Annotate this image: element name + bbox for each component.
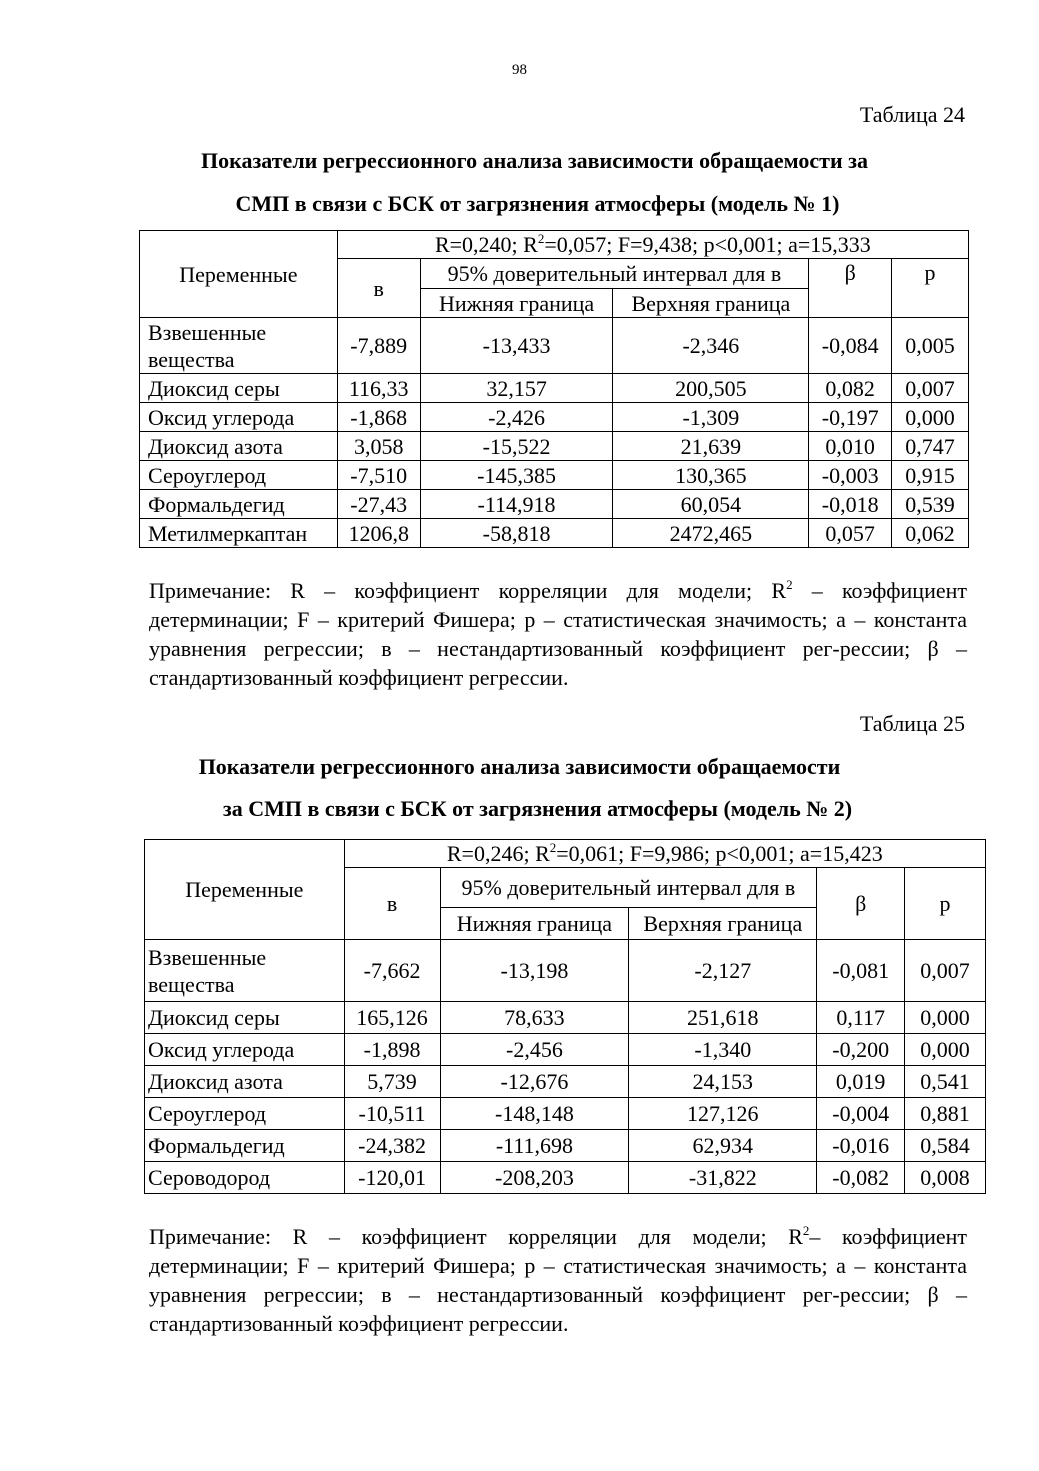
header-ci: 95% доверительный интервал для в (440, 868, 817, 908)
table-row: Диоксид серы 116,33 32,157 200,505 0,082 0,007 (140, 374, 969, 403)
header-b: в (337, 259, 420, 318)
header-p: р (905, 868, 986, 940)
header-b: в (344, 868, 440, 940)
header-upper: Верхняя граница (629, 908, 817, 940)
table-row: Формальдегид -27,43 -114,918 60,054 -0,018 0,539 (140, 490, 969, 519)
page-number: 98 (512, 62, 527, 78)
table-row: Взвешенные вещества -7,889 -13,433 -2,346 -0,084 0,005 (140, 318, 969, 374)
table-row: Сероуглерод -10,511 -148,148 127,126 -0,004 0,881 (145, 1098, 986, 1130)
table-title-line: СМП в связи с БСК от загрязнения атмосферы (модель № 1) (235, 191, 840, 216)
table-note: Примечание: R – коэффициент корреляции для модели; $R^2-$ коэффициент детерминации; F – критерий Фишера; р – статистическая значимость; а – константа уравнения регрессии; в – нестандартизованный коэффициент рег-рессии; β – стандартизованный коэффициент регрессии. (149, 1223, 967, 1336)
table-note: Примечание: R – коэффициент корреляции для модели; $R^2$ – коэффициент детерминации; F – критерий Фишера; р – статистическая значимость; а – константа уравнения регрессии; в – нестандартизованный коэффициент рег-рессии; β – стандартизованный коэффициент регрессии. (149, 577, 967, 690)
header-upper: Верхняя граница (613, 289, 809, 318)
header-lower: Нижняя граница (440, 908, 629, 940)
header-p: р (892, 259, 969, 318)
model-stats: R=0,246; $R^2=0,061$; F=9,986; р<0,001; а=15,423 (344, 840, 985, 868)
table-row: Взвешенные вещества -7,662 -13,198 -2,127 -0,081 0,007 (145, 940, 986, 1002)
table-title-line: Показатели регрессионного анализа зависимости обращаемости за (201, 148, 868, 173)
header-ci: 95% доверительный интервал для в (420, 259, 809, 289)
table-row: Сероводород -120,01 -208,203 -31,822 -0,082 0,008 (145, 1162, 986, 1194)
regression-table (144, 839, 986, 1194)
model-stats: R=0,240; $R^2=0,057$; F=9,438; р<0,001; а=15,333 (337, 231, 968, 259)
table-row: Оксид углерода -1,868 -2,426 -1,309 -0,197 0,000 (140, 403, 969, 432)
table-row: Метилмеркаптан 1206,8 -58,818 2472,465 0,057 0,062 (140, 519, 969, 548)
header-lower: Нижняя граница (420, 289, 613, 318)
header-variables: Переменные (140, 231, 338, 318)
table-title-line: Показатели регрессионного анализа зависимости обращаемости (198, 754, 841, 779)
table-row: Сероуглерод -7,510 -145,385 130,365 -0,003 0,915 (140, 461, 969, 490)
header-beta: β (817, 868, 905, 940)
table-row: Диоксид серы 165,126 78,633 251,618 0,117 0,000 (145, 1002, 986, 1034)
header-beta: β (809, 259, 892, 318)
table-title-line: за СМП в связи с БСК от загрязнения атмосферы (модель № 2) (222, 796, 853, 821)
table-row: Диоксид азота 5,739 -12,676 24,153 0,019 0,541 (145, 1066, 986, 1098)
regression-table (139, 230, 969, 548)
header-variables: Переменные (145, 840, 345, 940)
table-label: Таблица 24 (859, 102, 965, 127)
table-row: Оксид углерода -1,898 -2,456 -1,340 -0,200 0,000 (145, 1034, 986, 1066)
table-label: Таблица 25 (859, 711, 965, 736)
table-row: Диоксид азота 3,058 -15,522 21,639 0,010 0,747 (140, 432, 969, 461)
table-row: Формальдегид -24,382 -111,698 62,934 -0,016 0,584 (145, 1130, 986, 1162)
